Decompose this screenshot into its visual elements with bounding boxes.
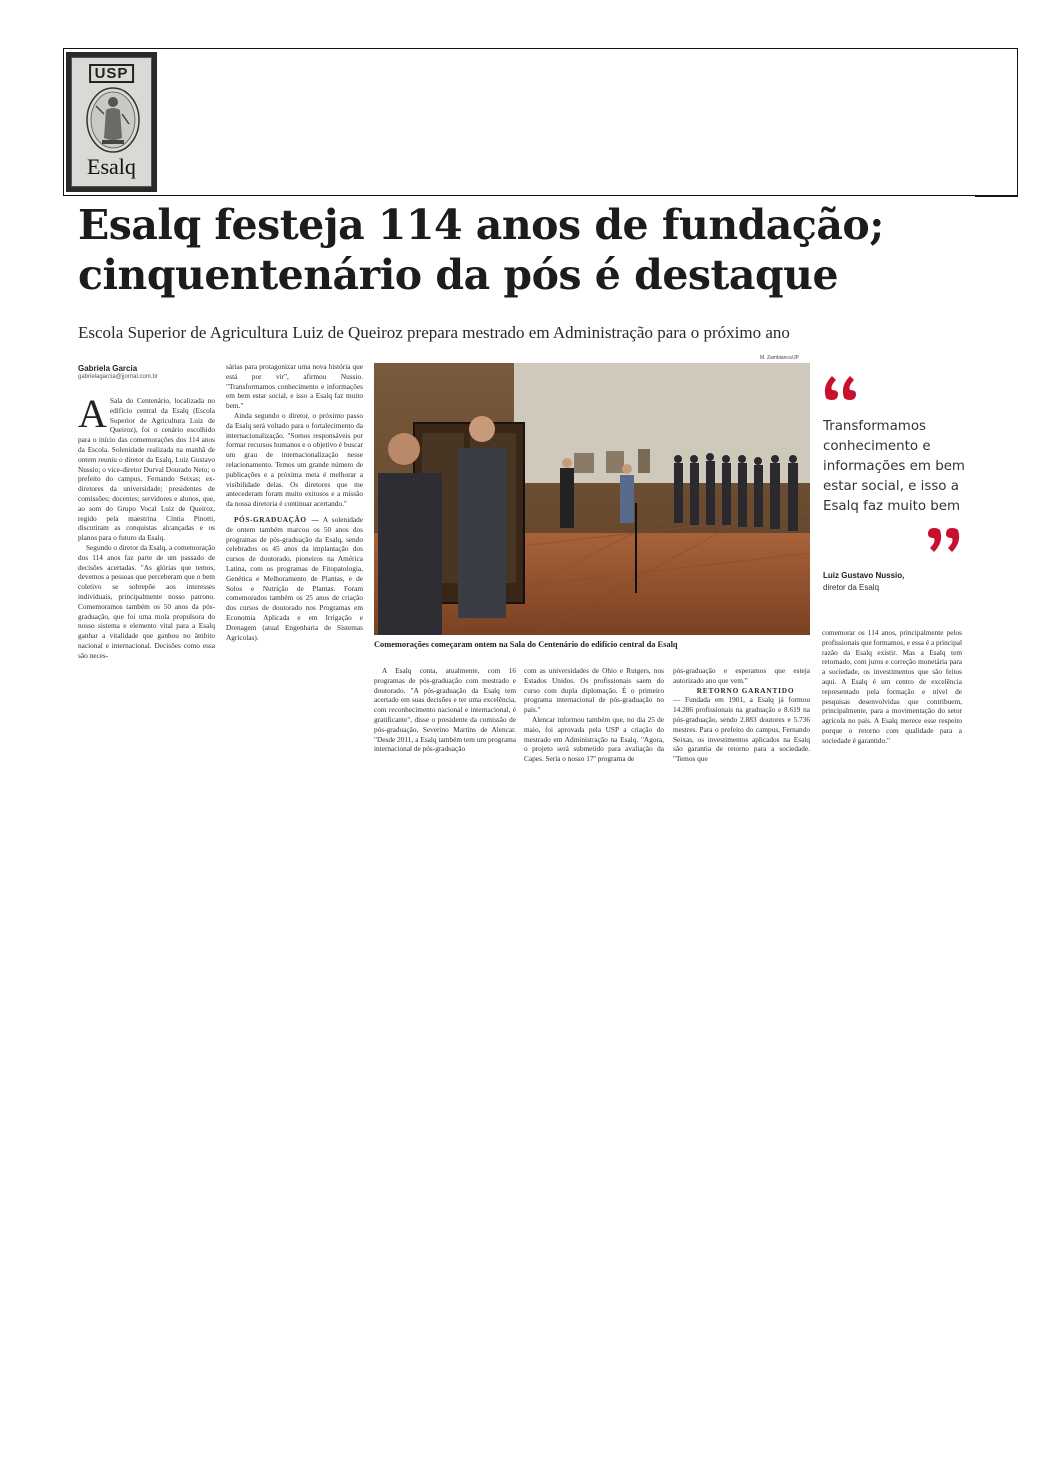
quote-attribution-role: diretor da Esalq <box>823 583 880 592</box>
paragraph: Alencar informou também que, no dia 25 de maio, foi aprovada pela USP a criação do mestrado em Administração na Esalq. "Agora, o projeto será submetido para avaliação da Capes. Seria o nosso 17º programa de <box>524 714 664 764</box>
paragraph: com as universidades de Ohio e Rutgers, nos Estados Unidos. Os profissionais saem do curso com dupla diplomação. É o primeiro programa internacional de pós-graduação no país." <box>524 666 664 715</box>
logo-usp-text: USP <box>89 64 135 83</box>
headline: Esalq festeja 114 anos de fundação; cinquentenário da pós é destaque <box>78 201 884 299</box>
section-head-retorno-garantido: RETORNO GARANTIDO <box>696 685 795 695</box>
drop-cap: A <box>78 391 107 436</box>
paragraph: A Sala do Centenário, localizada no edifício central da Esalq (Escola Superior de Agricultura Luiz de Queiroz), foi o cenário escolhido para o início das comemorações dos 114 anos da Escola. Solenidade realizada na manhã de ontem reuniu o diretor da Esalq, Luiz Gustavo Nussio; o vice-diretor Durval Dourado Neto; o prefeito do campus, Fernando Seixas; ex-diretores da universidade; presidentes de comissões; docentes; servidores e alunos, que, ao som do Grupo Vocal Luiz de Queiroz, regido pela maestrina Cíntia Pinotti, discutiram as conquistas alcançadas e os planos para o futuro da Esalq. <box>78 391 215 543</box>
close-quote-icon <box>922 528 962 556</box>
paragraph: sárias para protagonizar uma nova história que está por vir", afirmou Nussio. "Transformamos conhecimento e informações em bem estar social, e isso a Esalq faz muito bem." <box>226 362 363 411</box>
logo-esalq-text: Esalq <box>87 154 136 179</box>
article-column-3 <box>374 666 516 754</box>
open-quote-icon <box>822 372 862 400</box>
quote-attribution-name: Luiz Gustavo Nussio, <box>823 571 905 580</box>
paragraph: PÓS-GRADUAÇÃO — A solenidade de ontem também marcou os 50 anos dos programas de pós-graduação da Esalq, sendo celebrados os 45 anos da implantação dos cursos de doutorado, pioneiros na América Latina, com os programas de Fitopatologia, Genética e Melhoramento de Plantas, e de Solos e Nutrição de Plantas. Foram comemorados também os 25 anos de criação dos cursos de doutorado nos Programas em Economia Aplicada e em Irrigação e Drenagem (atual Engenharia de Sistemas Agrícolas). <box>226 514 363 642</box>
article-column-6 <box>822 628 962 746</box>
article-column-1 <box>78 391 215 661</box>
photo-credit: M. Zambianco/JP <box>760 355 799 361</box>
paragraph: pós-graduação e esperamos que esteja autorizado ano que vem." <box>673 666 810 685</box>
pull-quote: Transformamos conhecimento e informações em bem estar social, e isso a Esalq faz muito bem <box>823 419 965 514</box>
author-name: Gabriela Garcia <box>78 364 138 373</box>
article-column-4 <box>524 666 664 764</box>
byline <box>78 364 218 380</box>
header-frame <box>63 48 1018 196</box>
ceres-emblem-icon <box>84 84 142 154</box>
section-head-pos-graduacao: PÓS-GRADUAÇÃO — <box>234 514 320 524</box>
paragraph: A Esalq conta, atualmente, com 16 programas de pós-graduação com mestrado e doutorado. "A pós-graduação da Esalq tem acertado em suas decisões e ter uma excelência, com reconhecimento nacional e internacional, é gratificante", disse o presidente da comissão de pós-graduação, Severino Martins de Alencar. "Desde 2011, a Esalq também tem um programa internacional de pós-graduação <box>374 666 516 754</box>
paragraph: — Fundada em 1901, a Esalq já formou 14.286 profissionais na graduação e 8.619 na pós-graduação, sendo 2.883 doutores e 5.736 mestres. Para o prefeito do campus, Fernando Seixas, os investimentos aplicados na Esalq são garantia de retorno para a sociedade. "Temos que <box>673 695 810 764</box>
article-column-2 <box>226 362 363 642</box>
ceremony-photo-illustration <box>374 363 810 635</box>
article-column-5 <box>673 666 810 764</box>
subheadline: Escola Superior de Agricultura Luiz de Queiroz prepara mestrado em Administração para o próximo ano <box>78 323 790 342</box>
paragraph: comemorar os 114 anos, principalmente pelos profissionais que formamos, e essa é a principal razão da Esalq existir. Mas a Esalq tem retornado, com juros e correção monetária para a sociedade, os investimentos que são feitos aqui. A Esalq é um centro de excelência representado pela formação e nível de pesquisas desenvolvidas que contribuem, principalmente, para a movimentação do setor agrícola no país. A Esalq merece esse respeito porque o retorno com qualidade para a sociedade é garantido." <box>822 628 962 745</box>
header-rule <box>975 196 1018 197</box>
usp-esalq-logo <box>66 52 157 192</box>
photo-caption: Comemorações começaram ontem na Sala do Centenário do edifício central da Esalq <box>374 640 678 649</box>
paragraph: Segundo o diretor da Esalq, a comemoração dos 114 anos faz parte de um passado de decisões acertadas. "As glórias que temos, devemos a pessoas que perceberam que o bem coletivo se sobrepõe aos interesses individuais, principalmente nosso patrono. Comemoramos também os 50 anos da pós-graduação, que foi uma mola propulsora do nosso sistema e elemento vital para a Esalq ganhar a vitalidade que ganhou no âmbito nacional e internacional. Decisões como essa são neces- <box>78 542 215 660</box>
ceremony-photo <box>374 363 810 635</box>
author-email: gabrielagarcia@jjornal.com.br <box>78 374 158 380</box>
paragraph: Ainda segundo o diretor, o próximo passo da Esalq será voltado para o fortalecimento da internacionalização. "Somos responsáveis por formar recursos humanos e o objetivo é buscar um grau de internacionalização nesse relacionamento. Temos um grande número de publicações e a próxima meta é melhorar a visibilidade delas. Os diretores que me antecederam foram muito exitosos e a missão da nossa diretoria é continuar acertando." <box>226 410 363 509</box>
